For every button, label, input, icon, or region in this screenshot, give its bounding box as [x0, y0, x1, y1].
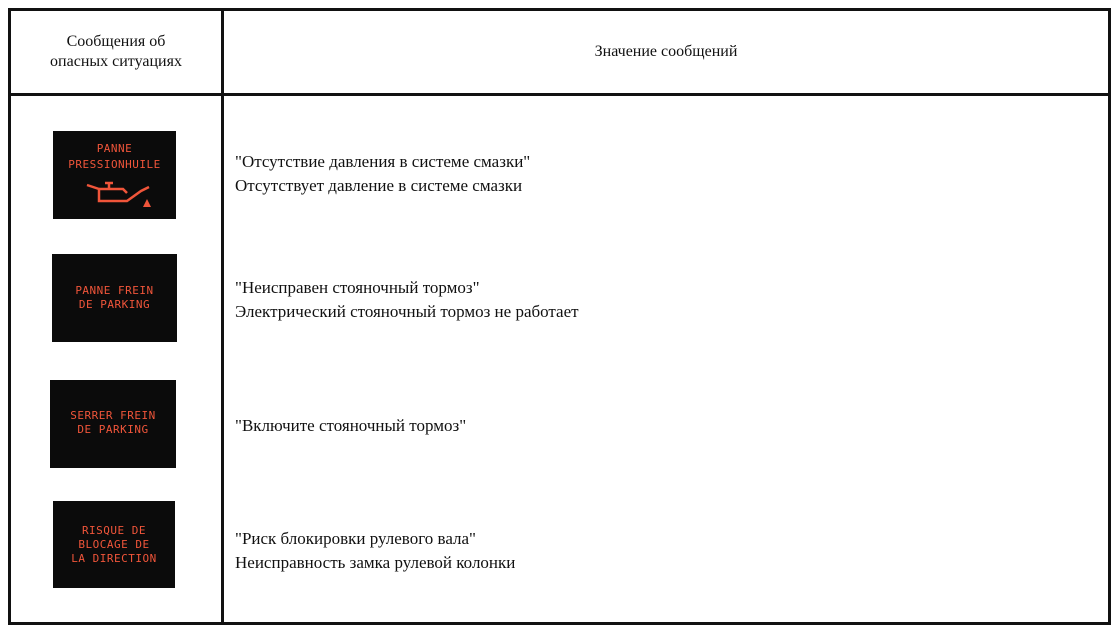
display-line-2: DE PARKING: [77, 423, 149, 436]
header-divider: [11, 93, 1108, 96]
row-4-description: Неисправность замка рулевой колонки: [235, 553, 516, 572]
row-2-description: Электрический стояночный тормоз не работает: [235, 302, 579, 321]
row-4-text: [235, 527, 515, 575]
display-steering-lock-risk: [53, 501, 175, 588]
row-3-text: [235, 414, 466, 438]
row-3-title: "Включите стояночный тормоз": [235, 416, 467, 435]
display-line-2: DE PARKING: [78, 298, 151, 311]
display-line-1: PANNE: [96, 142, 133, 155]
display-line-2: BLOCAGE DE: [78, 538, 150, 551]
display-line-1: RISQUE DE: [81, 524, 147, 537]
display-line-3: LA DIRECTION: [71, 552, 157, 565]
header-col1-line2: опасных ситуациях: [50, 53, 182, 70]
display-parking-brake-fault: [52, 254, 177, 342]
display-line-1: SERRER FREIN: [70, 409, 156, 422]
header-meaning-column: Значение сообщений: [594, 43, 738, 60]
row-2-text: [235, 276, 579, 324]
display-oil-pressure: [53, 131, 176, 219]
row-1-description: Отсутствует давление в системе смазки: [235, 176, 523, 195]
header-col1-line1: Сообщения об: [66, 33, 166, 50]
oil-can-icon: [83, 179, 153, 209]
column-divider: [221, 11, 224, 622]
row-2-title: "Неисправен стояночный тормоз": [235, 278, 480, 297]
row-4-title: "Риск блокировки рулевого вала": [235, 529, 476, 548]
display-line-2: PRESSIONHUILE: [68, 158, 161, 171]
display-apply-parking-brake: [50, 380, 176, 468]
header-messages-column: [11, 11, 221, 93]
row-1-title: "Отсутствие давления в системе смазки": [235, 152, 531, 171]
display-line-1: PANNE FREIN: [75, 284, 154, 297]
row-1-text: [235, 150, 530, 198]
